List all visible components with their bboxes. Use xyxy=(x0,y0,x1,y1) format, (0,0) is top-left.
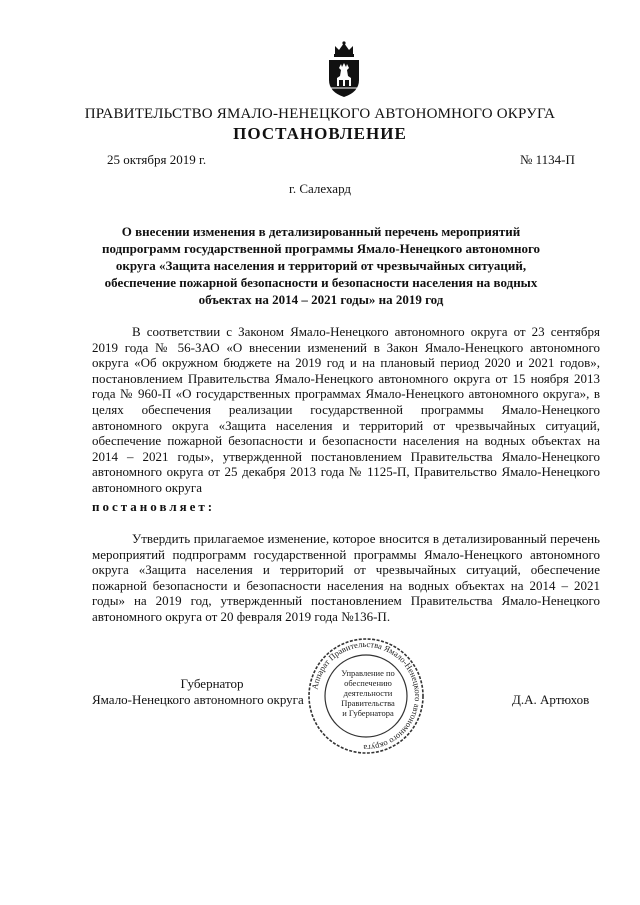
resolution-paragraph: Утвердить прилагаемое изменение, которое вносится в детализированный перечень мероприятий подпрограмм государственной программы Ямало-Ненецкого автономного округа «Защита населения и территорий от чрезвычайных ситуаций, обеспечение пожарной безопасности и безопасности населения на водных объектах на 2014 – 2021 годы» на 2019 год, утвержденный постановлением Правительства Ямало-Ненецкого автономного округа от 20 февраля 2019 года №136-П. xyxy=(92,531,600,624)
government-name: ПРАВИТЕЛЬСТВО ЯМАЛО-НЕНЕЦКОГО АВТОНОМНОГО ОКРУГА xyxy=(84,106,556,122)
signatory-name: Д.А. Артюхов xyxy=(512,692,590,707)
stamp-inner-line: и Губернатора xyxy=(342,708,394,718)
stamp-inner-line: Управление по xyxy=(341,668,395,678)
resolution-word: постановляет: xyxy=(92,499,216,514)
preamble-paragraph: В соответствии с Законом Ямало-Ненецкого автономного округа от 23 сентября 2019 года № 56-ЗАО «О внесении изменений в Закон Ямало-Ненецкого автономного округа «Об окружном бюджете на 2019 год и на плановый период 2020 и 2021 годов», постановлением Правительства Ямало-Ненецкого автономного округа от 15 ноября 2013 года № 960-П «О государственных программах Ямало-Ненецкого автономного округа», в целях обеспечения реализации государственной программы Ямало-Ненецкого автономного округа «Защита населения и территорий от чрезвычайных ситуаций, обеспечение пожарной безопасности и безопасности населения на водных объектах на 2014 – 2021 годы», утвержденной постановлением Правительства Ямало-Ненецкого автономного округа от 25 декабря 2013 года № 1125-П, Правительство Ямало-Ненецкого автономного округа xyxy=(92,324,600,495)
document-type: ПОСТАНОВЛЕНИЕ xyxy=(233,124,407,143)
coat-of-arms-icon xyxy=(326,40,362,98)
stamp-outer-text: Аппарат Правительства Ямало-Ненецкого автономного округа xyxy=(309,638,424,754)
document-date: 25 октября 2019 г. xyxy=(107,152,207,167)
signatory-org: Ямало-Ненецкого автономного округа xyxy=(92,692,304,707)
document-city: г. Салехард xyxy=(288,181,352,196)
document-title: О внесении изменения в детализированный перечень мероприятий подпрограмм государственной программы Ямало-Ненецкого автономного округа «Защита населения и территорий от чрезвычайных ситуаций, обеспечение пожарной безопасности и безопасности населения на водных объектах на 2014 – 2021 годы» на 2019 год xyxy=(101,224,541,307)
signatory-role xyxy=(92,676,332,708)
stamp-inner-line: обеспечению xyxy=(344,678,392,688)
document-number: № 1134-П xyxy=(520,152,575,167)
official-stamp-icon xyxy=(306,636,426,756)
signatory-title: Губернатор xyxy=(180,676,244,691)
stamp-inner-line: деятельности xyxy=(343,688,393,698)
stamp-inner-line: Правительства xyxy=(341,698,395,708)
